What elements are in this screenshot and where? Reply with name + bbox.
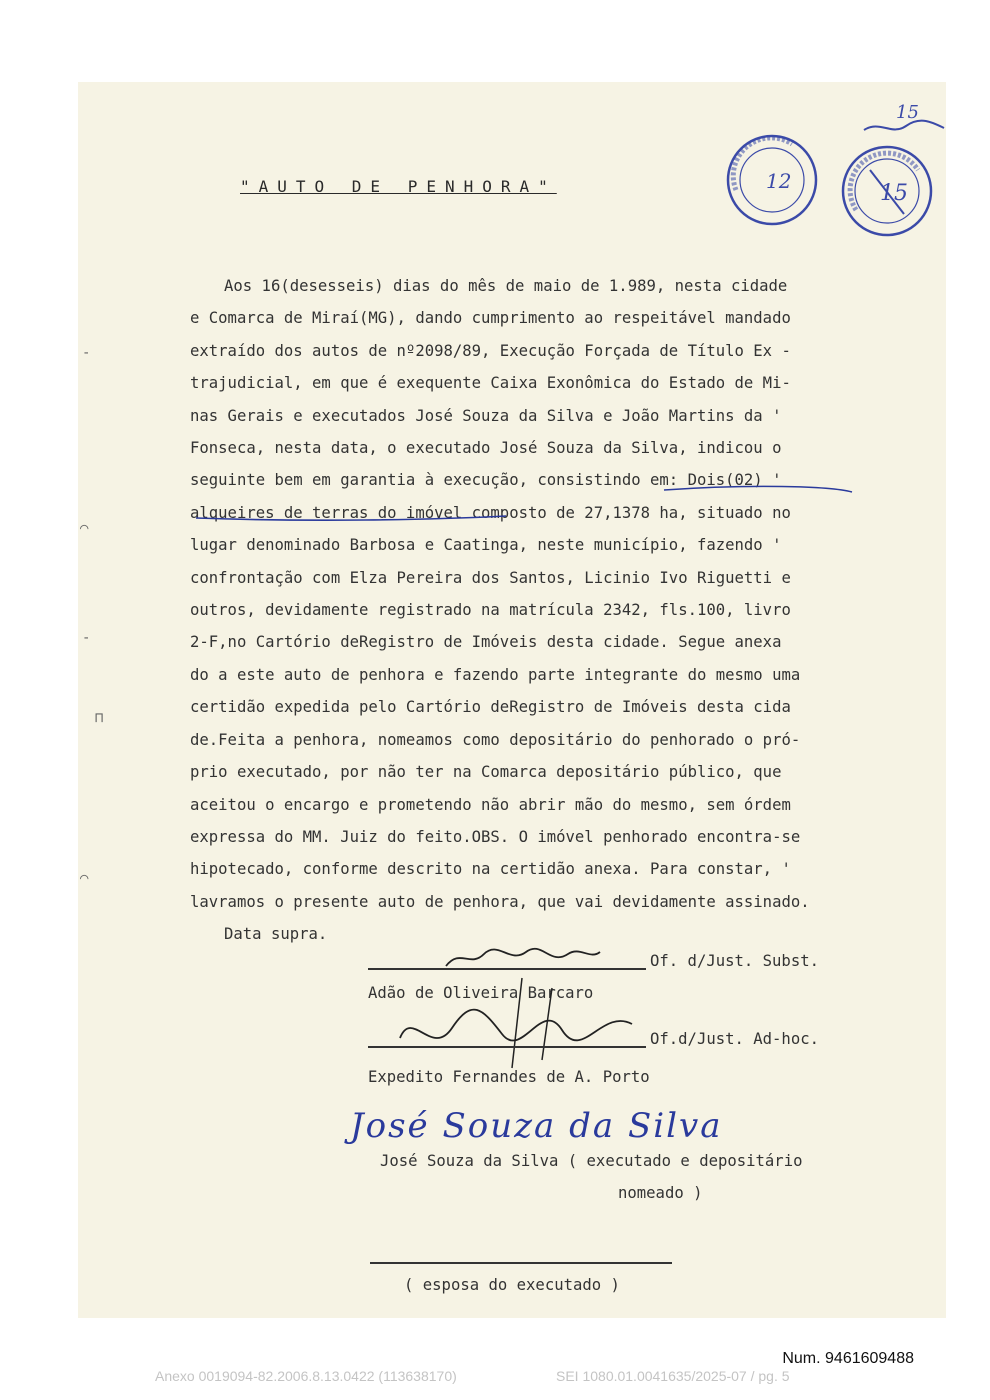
body-line: Aos 16(desesseis) dias do mês de maio de 1.989, nesta cidade	[224, 277, 788, 295]
signature-2-line	[368, 1046, 646, 1048]
body-line: alqueires de terras do imóvel composto de 27,1378 ha, situado no	[190, 503, 791, 522]
body-line: extraído dos autos de nº2098/89, Execução Forçada de Título Ex -	[190, 341, 791, 360]
signature-1-name: Adão de Oliveira Barcaro	[368, 984, 594, 1002]
stamp-2-number: 15	[880, 181, 908, 206]
margin-mark: ⌒	[80, 870, 89, 886]
stamp-2-top-note: 15	[896, 102, 919, 123]
signature-4-name: ( esposa do executado )	[404, 1276, 620, 1294]
body-line: prio executado, por não ter na Comarca depositário público, que	[190, 763, 782, 782]
body-line: hipotecado, conforme descrito na certidão anexa. Para constar, '	[190, 860, 791, 879]
signature-4-line	[370, 1262, 672, 1264]
signature-2-scribble	[392, 968, 652, 1078]
document-body	[190, 270, 900, 951]
document-title: "AUTO DE PENHORA"	[240, 177, 557, 196]
body-line: 2-F,no Cartório deRegistro de Imóveis desta cidade. Segue anexa	[190, 633, 782, 652]
signature-1-role: Of. d/Just. Subst.	[650, 952, 819, 970]
footer-sei: SEI 1080.01.0041635/2025-07 / pg. 5	[556, 1368, 790, 1384]
signature-3-handwritten: José Souza da Silva	[350, 1106, 723, 1146]
signature-3-name: José Souza da Silva ( executado e depositário	[380, 1152, 803, 1170]
body-line: certidão expedida pelo Cartório deRegistro de Imóveis desta cida	[190, 698, 791, 717]
body-line: lugar denominado Barbosa e Caatinga, neste município, fazendo '	[190, 536, 782, 555]
body-line: seguinte bem em garantia à execução, consistindo em: Dois(02) '	[190, 471, 782, 490]
body-line: e Comarca de Miraí(MG), dando cumprimento ao respeitável mandado	[190, 309, 791, 328]
footer-annex: Anexo 0019094-82.2006.8.13.0422 (113638170)	[155, 1368, 457, 1384]
body-line: Fonseca, nesta data, o executado José Souza da Silva, indicou o	[190, 439, 782, 458]
stamp-1-number: 12	[766, 169, 792, 193]
signature-2-role: Of.d/Just. Ad-hoc.	[650, 1030, 819, 1048]
document-number: Num. 9461609488	[782, 1350, 914, 1367]
body-line: confrontação com Elza Pereira dos Santos, Licinio Ivo Riguetti e	[190, 568, 791, 587]
margin-mark: ⌒	[80, 520, 89, 536]
body-line: do a este auto de penhora e fazendo parte integrante do mesmo uma	[190, 665, 801, 684]
body-line: de.Feita a penhora, nomeamos como depositário do penhorado o pró-	[190, 730, 801, 749]
body-line: lavramos o presente auto de penhora, que vai devidamente assinado.	[190, 892, 810, 911]
handwritten-page-note	[862, 98, 946, 140]
court-seal-stamp-1	[722, 130, 822, 230]
margin-mark: -	[82, 345, 91, 361]
body-line: Data supra.	[224, 925, 328, 944]
body-line: aceitou o encargo e prometendo não abrir mão do mesmo, sem órdem	[190, 795, 791, 814]
body-line: expressa do MM. Juiz do feito.OBS. O imóvel penhorado encontra-se	[190, 827, 801, 846]
margin-mark: ⊓	[95, 710, 104, 726]
body-line: trajudicial, em que é exequente Caixa Exonômica do Estado de Mi-	[190, 374, 791, 393]
court-seal-stamp-2	[836, 140, 938, 242]
body-line: outros, devidamente registrado na matrícula 2342, fls.100, livro	[190, 601, 791, 620]
body-line: nas Gerais e executados José Souza da Silva e João Martins da '	[190, 406, 782, 425]
signature-2-name: Expedito Fernandes de A. Porto	[368, 1068, 650, 1086]
signature-3-name-cont: nomeado )	[618, 1184, 703, 1202]
pen-underline	[190, 478, 870, 524]
margin-mark: -	[82, 630, 91, 646]
